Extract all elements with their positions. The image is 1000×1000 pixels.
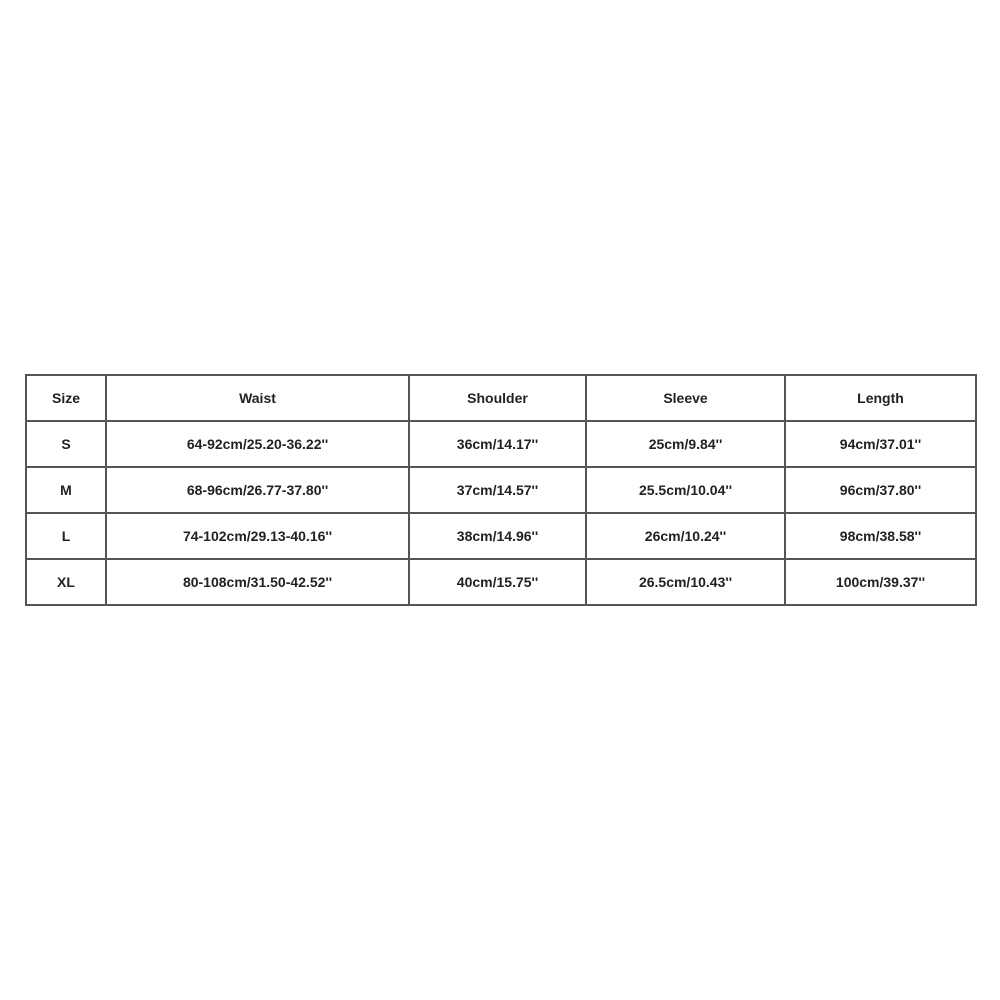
cell-waist: 68-96cm/26.77-37.80'' [106, 467, 409, 513]
cell-shoulder: 37cm/14.57'' [409, 467, 586, 513]
cell-waist: 80-108cm/31.50-42.52'' [106, 559, 409, 605]
header-size: Size [26, 375, 106, 421]
cell-waist: 64-92cm/25.20-36.22'' [106, 421, 409, 467]
table-row [26, 421, 976, 467]
cell-length: 96cm/37.80'' [785, 467, 976, 513]
header-sleeve: Sleeve [586, 375, 785, 421]
header-waist: Waist [106, 375, 409, 421]
table-row [26, 467, 976, 513]
cell-sleeve: 25cm/9.84'' [586, 421, 785, 467]
cell-length: 98cm/38.58'' [785, 513, 976, 559]
cell-length: 94cm/37.01'' [785, 421, 976, 467]
cell-length: 100cm/39.37'' [785, 559, 976, 605]
cell-size: L [26, 513, 106, 559]
header-length: Length [785, 375, 976, 421]
cell-size: M [26, 467, 106, 513]
table-row [26, 559, 976, 605]
table-row [26, 513, 976, 559]
cell-sleeve: 26cm/10.24'' [586, 513, 785, 559]
cell-size: S [26, 421, 106, 467]
cell-sleeve: 26.5cm/10.43'' [586, 559, 785, 605]
header-shoulder: Shoulder [409, 375, 586, 421]
cell-shoulder: 36cm/14.17'' [409, 421, 586, 467]
size-chart-table [25, 374, 977, 606]
cell-shoulder: 38cm/14.96'' [409, 513, 586, 559]
cell-waist: 74-102cm/29.13-40.16'' [106, 513, 409, 559]
cell-size: XL [26, 559, 106, 605]
cell-shoulder: 40cm/15.75'' [409, 559, 586, 605]
cell-sleeve: 25.5cm/10.04'' [586, 467, 785, 513]
table-header-row [26, 375, 976, 421]
